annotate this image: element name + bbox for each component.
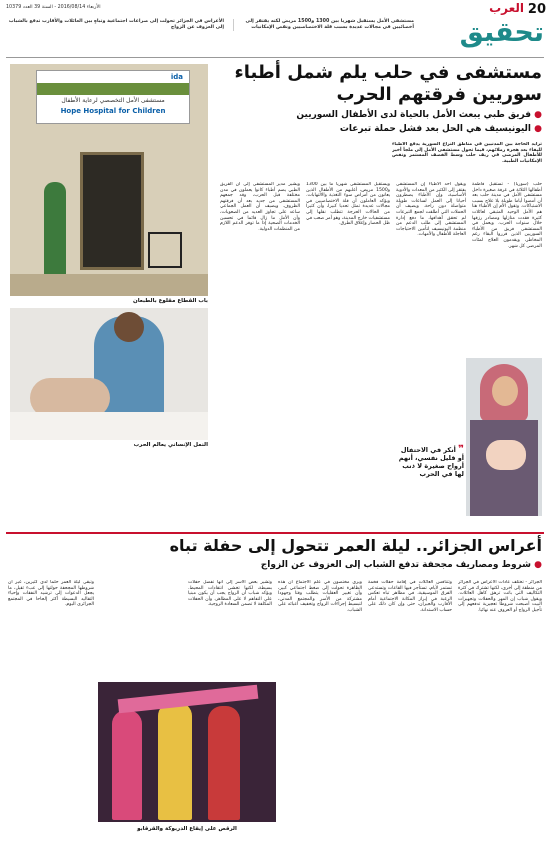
subhead-text: فريق طبي يبعث الأمل بالحياة لدى الأطفال السوريين: [296, 110, 531, 120]
sign-org-logo: ida: [170, 73, 183, 81]
header-rule: [6, 57, 544, 58]
story2-subhead: [142, 560, 542, 570]
sign-arabic-text: مستشفى الأمل التخصصي لرعاية الأطفال: [61, 97, 165, 104]
section-title: تحقيق: [459, 17, 544, 48]
wedding-photo: [98, 682, 276, 822]
story1-col1: حلب (سوريا) - تستقبل فاطمة أطفالها الثلاثة في غرفة صغيرة داخل مستشفى الأمل في مدينة حلب بعد أن أمضوا أياما طويلة بلا علاج بسبب الاشتباكات. وتقول الأم إن الأطباء هنا هم الأمل الوحيد المتبقي لعائلات كثيرة فقدت منازلها ومصادر رزقها خلال سنوات الحرب. ويعمل في المستشفى فريق من الأطباء السوريين الذين قرروا البقاء رغم المخاطر، ويقدمون العلاج لمئات المرضى كل شهر.: [472, 182, 542, 249]
photo-caption-1: باب القطاع مقلوع بالطبعان: [133, 298, 208, 304]
wall-sign: [36, 70, 190, 124]
masthead-logo: العرب: [489, 1, 524, 15]
dancer-1: [112, 710, 142, 820]
story1-intro: تزايد الحاجة بين المدنيين في مناطق النزاع السورية يدفع الأطباء للبقاء بعد هجرة زملائهم، فيما تحول مستشفى الأمل إلى ملجأ أخير للأطفال المرضى في ريف حلب وسط القصف المستمر ونقص الإمكانيات الطبية.: [392, 142, 542, 164]
page-header: [0, 0, 550, 60]
page-number: 20: [527, 2, 546, 17]
bullet-icon: ●: [534, 110, 542, 120]
bullet-icon: ●: [534, 560, 542, 570]
subhead-text: اليونيسيف هي الحل بعد فشل حملة تبرعات: [339, 124, 531, 134]
story-divider: [6, 532, 544, 534]
clinic-photo: [10, 308, 208, 440]
story2-col2: وتتنافس العائلات في إقامة حفلات فخمة تستمر لأيام، تستأجر فيها القاعات وتستدعى الفرق الموسيقية، في مظاهر تباه تعكس الرغبة في إبراز المكانة الاجتماعية أمام الأقارب والجيران، حتى وإن كان ذلك على حساب الاستدانة.: [368, 580, 452, 613]
photo-caption-3: الرقص على إيقاع الدربوكة والقرقابو: [137, 826, 237, 832]
teaser-right: مستشفى الأمل يستقبل شهريا بين 1300 و1500 مريض لكنه يفتقر إلى أخصائيين في مجالات عديدة بسبب قلة الاختصاصيين ونقص الإمكانيات: [233, 19, 414, 31]
person-figure: [44, 182, 66, 278]
story1-col2: ويقول أحد الأطباء إن المستشفى يفتقر إلى الكثير من المعدات والأدوية الأساسية، وإن الأطباء يضطرون أحيانا إلى العمل لساعات طويلة متواصلة دون راحة. ويضيف أن الحملات التي أطلقت لجمع التبرعات لم تحقق أهدافها، ما دفع إدارة المستشفى إلى طلب الدعم من منظمة اليونيسيف لتأمين الاحتياجات العاجلة للأطفال والأمهات.: [396, 182, 466, 238]
hospital-photo: [10, 64, 208, 296]
bullet-icon: ●: [534, 124, 542, 134]
story2-col3: ويرى مختصون في علم الاجتماع أن هذه الظاهرة تحولت إلى ضغط اجتماعي كبير، وأن تغيير العقليات يتطلب وقتا وجهودا مشتركة من الأسر والمجتمع المدني، لتبسيط إجراءات الزواج وتخفيف أعبائه على الشباب.: [278, 580, 362, 613]
photo-caption-2: النمل الإنساني يعالم الحرب: [133, 442, 208, 448]
quote-mark-icon: ❞: [458, 444, 464, 455]
pullquote-text: أنكر في الاحتفال أو قليل نفسي، أنهم أرواح صغيرة لا ذنب لها في الحرب: [398, 446, 464, 478]
baby: [486, 440, 526, 470]
story1-subhead-2: [222, 124, 542, 134]
story1-subhead-1: [222, 110, 542, 120]
story2-col4: وتشير بعض الأسر إلى أنها تفضل حفلات بسيطة، لكنها تخشى انتقادات المحيط. ويؤكد شباب أن الزواج يجب أن يكون مبنيا على التفاهم لا على المظاهر، وأن الحفلات المكلفة لا تضمن السعادة الزوجية.: [188, 580, 272, 608]
floor: [10, 274, 208, 296]
doctor-head: [114, 312, 144, 342]
story1-col4: ويشير مدير المستشفى إلى أن الفريق الطبي يضم أطباء كانوا يعملون في مدن مختلفة قبل الحرب، وقد جمعهم المستشفى من جديد بعد أن فرقتهم الظروف. ويضيف أن العمل الجماعي ساعد على تجاوز العديد من الصعوبات، وأن الأمل ما زال قائما في تحسين الخدمات الصحية إذا ما توفر الدعم اللازم من المنظمات الدولية.: [220, 182, 300, 232]
mother-face: [492, 376, 518, 406]
story2-headline: أعراس الجزائر.. ليلة العمر تتحول إلى حفلة تباه: [169, 536, 542, 555]
dancer-3: [208, 706, 240, 820]
doorway: [80, 152, 144, 270]
teaser-left: الأعراس في الجزائر تحولت إلى صراعات اجتماعية وتباهٍ بين العائلات والأقارب تدفع بالشباب إلى العزوف عن الزواج: [8, 19, 224, 30]
story1-headline: مستشفى في حلب يلم شمل أطباء سوريين فرقتهم الحرب: [234, 62, 542, 105]
issue-line: الأربعاء 2016/08/14 - السنة 39 العدد 10379: [6, 5, 101, 10]
dancer-2: [158, 702, 192, 820]
mother-child-photo: [466, 358, 542, 516]
story2-col5: وتبقى ليلة العمر حلما لدى كثيرين، غير أن شروطها المجحفة حولتها إلى عبء ثقيل، ما يجعل الدعوات إلى ترشيد النفقات وإحياء التقاليد البسيطة أكثر إلحاحا في المجتمع الجزائري اليوم.: [8, 580, 94, 608]
subhead-text: شروط ومصاريف مجحفة تدفع الشباب إلى العزوف عن الزواج: [260, 560, 531, 570]
chair: [148, 232, 182, 268]
bed: [10, 412, 208, 440]
pullquote: [394, 446, 464, 478]
story2-col1: الجزائر - تختلف عادات الأعراس في الجزائر من منطقة إلى أخرى، لكنها تشترك في كثرة التكاليف التي باتت ترهق كاهل العائلات. ويقول شباب إن المهر والحفلات وتجهيزات البيت أصبحت شروطا تعجيزية تدفعهم إلى تأجيل الزواج أو العزوف عنه نهائيا.: [458, 580, 542, 613]
story1-col3: ويستقبل المستشفى شهريا ما بين 1300 و1500 مريض، أغلبهم من الأطفال الذين يعانون من أمراض سوء التغذية والالتهابات. ويؤكد العاملون أن قلة الاختصاصيين في مجالات عديدة تمثل تحديا كبيرا، وأن كثيرا من الحالات الحرجة تتطلب نقلها إلى مستشفيات خارج المدينة، وهو أمر صعب في ظل الحصار وإغلاق الطرق.: [306, 182, 390, 227]
sign-english-text: Hope Hospital for Children: [60, 107, 166, 115]
